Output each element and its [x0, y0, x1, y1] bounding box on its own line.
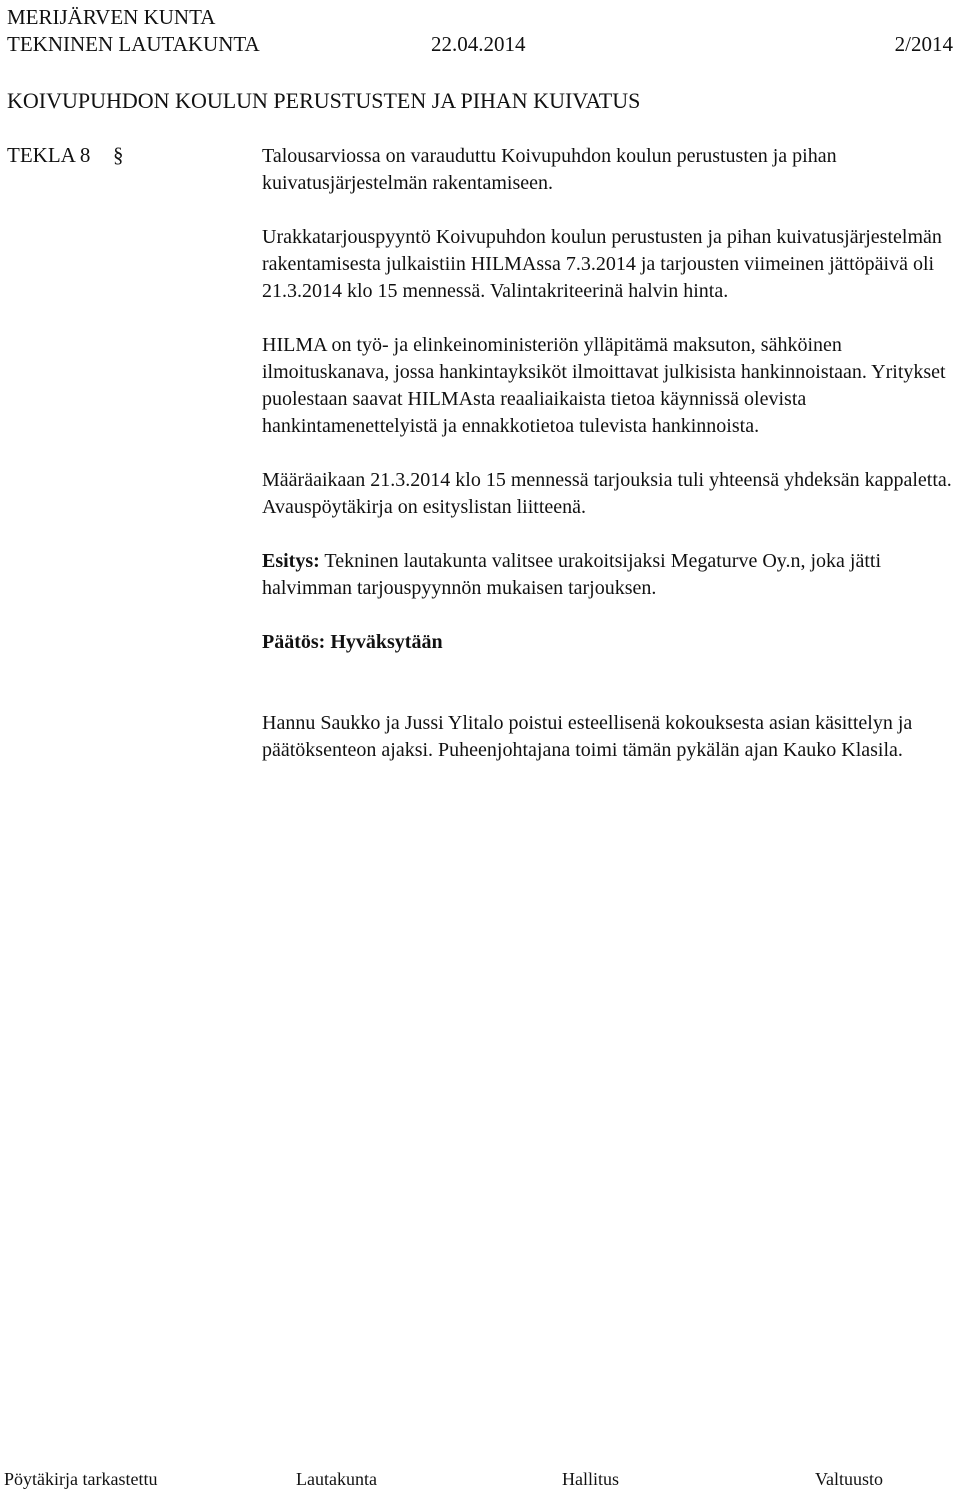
- paragraph-budget: Talousarviossa on varauduttu Koivupuhdon koulun perustusten ja pihan kuivatusjärjestelmän rakentamiseen.: [262, 145, 837, 194]
- footer-checked: Pöytäkirja tarkastettu: [4, 1469, 158, 1489]
- paragraph-disqualification: Hannu Saukko ja Jussi Ylitalo poistui esteellisenä kokouksesta asian käsittelyn ja päätöksenteon ajaksi. Puheenjohtajana toimi tämän pykälän ajan Kauko Klasila.: [262, 712, 913, 761]
- committee-name: TEKNINEN LAUTAKUNTA: [7, 32, 260, 56]
- proposal-label: Esitys:: [262, 550, 320, 572]
- meeting-date: 22.04.2014: [431, 32, 526, 56]
- paragraph-hilma: HILMA on työ- ja elinkeinoministeriön ylläpitämä maksuton, sähköinen ilmoituskanava, jossa hankintayksiköt ilmoittavat julkisista hankinnoistaan. Yritykset puolestaan saavat HILMAsta reaaliaikaista tietoa käynnissä olevista hankintamenettelyistä ja ennakkotietoa tulevista hankinnoista.: [262, 334, 946, 437]
- footer-government: Hallitus: [562, 1469, 619, 1489]
- page-number: 2/2014: [894, 32, 953, 56]
- paragraph-proposal: [262, 548, 952, 602]
- document-header: [7, 4, 955, 58]
- proposal-text: Tekninen lautakunta valitsee urakoitsijaksi Megaturve Oy.n, joka jätti halvimman tarjouspyynnön mukaisen tarjouksen.: [262, 550, 882, 599]
- section-title: KOIVUPUHDON KOULUN PERUSTUSTEN JA PIHAN KUIVATUS: [7, 88, 641, 113]
- section-sign: §: [113, 143, 124, 167]
- decision-text: Päätös: Hyväksytään: [262, 631, 443, 653]
- paragraph-deadline: Määräaikaan 21.3.2014 klo 15 mennessä tarjouksia tuli yhteensä yhdeksän kappaletta. Avauspöytäkirja on esityslistan liitteenä.: [262, 469, 952, 518]
- paragraph-tender-request: Urakkatarjouspyyntö Koivupuhdon koulun perustusten ja pihan kuivatusjärjestelmän rakentamisesta julkaistiin HILMAssa 7.3.2014 ja tarjousten viimeinen jättöpäivä oli 21.3.2014 klo 15 mennessä. Valintakriteerinä halvin hinta.: [262, 226, 942, 302]
- footer-council: Valtuusto: [815, 1469, 884, 1489]
- footer-board: Lautakunta: [296, 1469, 377, 1489]
- organization-name: MERIJÄRVEN KUNTA: [7, 5, 216, 29]
- section-label: TEKLA 8: [7, 143, 91, 167]
- section-body: [262, 143, 952, 764]
